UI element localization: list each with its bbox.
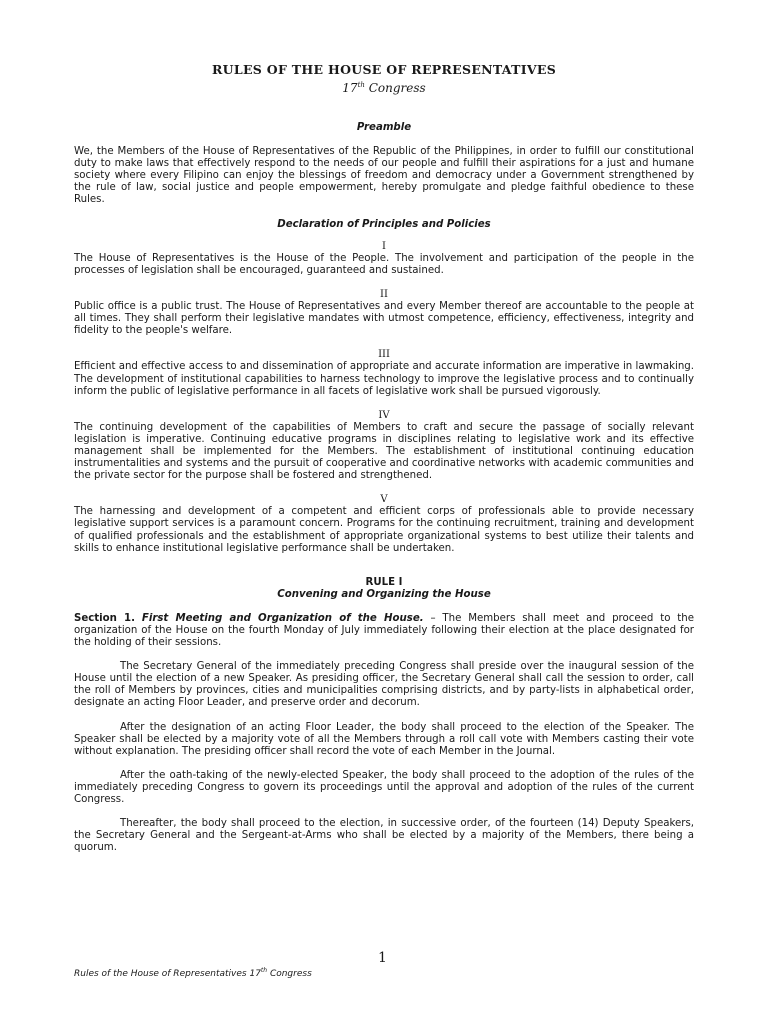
principle-numeral: V xyxy=(380,494,388,506)
principle-text: The House of Representatives is the House of the People. The involvement and participation of the people in the processes of legislation shall be encouraged, guaranteed and sustained. xyxy=(74,252,694,276)
preamble-heading: Preamble xyxy=(356,122,412,133)
declaration-heading: Declaration of Principles and Policies xyxy=(277,218,491,230)
principle-numeral: I xyxy=(382,240,386,252)
section-paragraph: After the designation of an acting Floor Leader, the body shall proceed to the election of the Speaker. The Speaker shall be elected by a majority vote of all the Members through a roll call vote with Members casting their vote without explanation. The presiding officer shall record the vote of each Member in the Journal. xyxy=(74,721,694,757)
principle-numeral: III xyxy=(378,349,390,361)
principle-text: The continuing development of the capabilities of Members to craft and secure the passage of socially relevant legislation is imperative. Continuing educative programs in disciplines relating to legislative work and its effective management shall be implemented for the Members. The establishment of institutional continuing education instrumentalities and systems and the pursuit of cooperative and coordinative networks with academic communities and the private sector for the purpose shall be fostered and strengthened. xyxy=(74,421,694,482)
principle-numeral: IV xyxy=(378,409,390,421)
rule-label: RULE I xyxy=(365,576,403,588)
section-paragraph: Thereafter, the body shall proceed to the election, in successive order, of the fourteen (14) Deputy Speakers, the Secretary General and the Sergeant-at-Arms who shall be elected by a majority of the Members, there being a quorum. xyxy=(74,818,694,854)
section-label: Section 1. xyxy=(74,612,136,624)
preamble-text: We, the Members of the House of Representatives of the Republic of the Philippines, in order to fulfill our constitutional duty to make laws that effectively respond to the needs of our people and fulfill their aspirations for a just and humane society where every Filipino can enjoy the blessings of freedom and democracy under a Government strengthened by the rule of law, social justice and people empowerment, hereby promulgate and pledge faithful obedience to these Rules. xyxy=(74,146,694,206)
section-text: – The Members shall meet and proceed to the organization of the House on the fourth Monday of July immediately following their election at the place designated for the holding of their sessions. xyxy=(74,612,694,649)
principle-text: Efficient and effective access to and dissemination of appropriate and accurate information are imperative in lawmaking. The development of institutional capabilities to harness technology to improve the legislative process and to continually inform the public of legislative performance in all facets of legislative work shall be pursued vigorously. xyxy=(74,361,694,397)
page-footer xyxy=(74,967,312,979)
document-title: RULES OF THE HOUSE OF REPRESENTATIVES xyxy=(211,62,557,77)
congress-word: Congress xyxy=(364,81,426,95)
rule-name: Convening and Organizing the House xyxy=(277,588,491,600)
footer-tail: Congress xyxy=(267,969,312,979)
congress-ordinal: 17 xyxy=(342,81,358,95)
section-title: First Meeting and Organization of the House. xyxy=(141,612,424,624)
document-page xyxy=(74,62,694,854)
principle-numeral: II xyxy=(380,288,388,300)
principle-text: The harnessing and development of a competent and efficient corps of professionals able to provide necessary legislative support services is a paramount concern. Programs for the continuing recruitment, training and development of qualified professionals and the establishment of appropriate organizational systems to best utilize their talents and skills to enhance institutional legislative performance shall be undertaken. xyxy=(74,506,694,554)
section-1-paragraph xyxy=(74,613,694,649)
section-paragraph: After the oath-taking of the newly-elected Speaker, the body shall proceed to the adoption of the rules of the immediately preceding Congress to govern its proceedings until the approval and adoption of the rules of the current Congress. xyxy=(74,769,694,806)
footer-text: Rules of the House of Representatives 17 xyxy=(74,969,261,979)
page-number: 1 xyxy=(378,950,387,966)
principle-text: Public office is a public trust. The House of Representatives and every Member thereof are accountable to the people at all times. They shall perform their legislative mandates with utmost competence, efficiency, effectiveness, integrity and fidelity to the people's welfare. xyxy=(74,301,694,337)
footer-suffix: th xyxy=(260,967,268,974)
congress-ordinal-suffix: th xyxy=(357,81,365,89)
section-paragraph: The Secretary General of the immediately preceding Congress shall preside over the inaugural session of the House until the election of a new Speaker. As presiding officer, the Secretary General shall call the session to order, call the roll of Members by provinces, cities and municipalities comprising districts, and by party-lists in alphabetical order, designate an acting Floor Leader, and preserve order and decorum. xyxy=(74,661,694,709)
congress-subtitle xyxy=(74,78,694,96)
